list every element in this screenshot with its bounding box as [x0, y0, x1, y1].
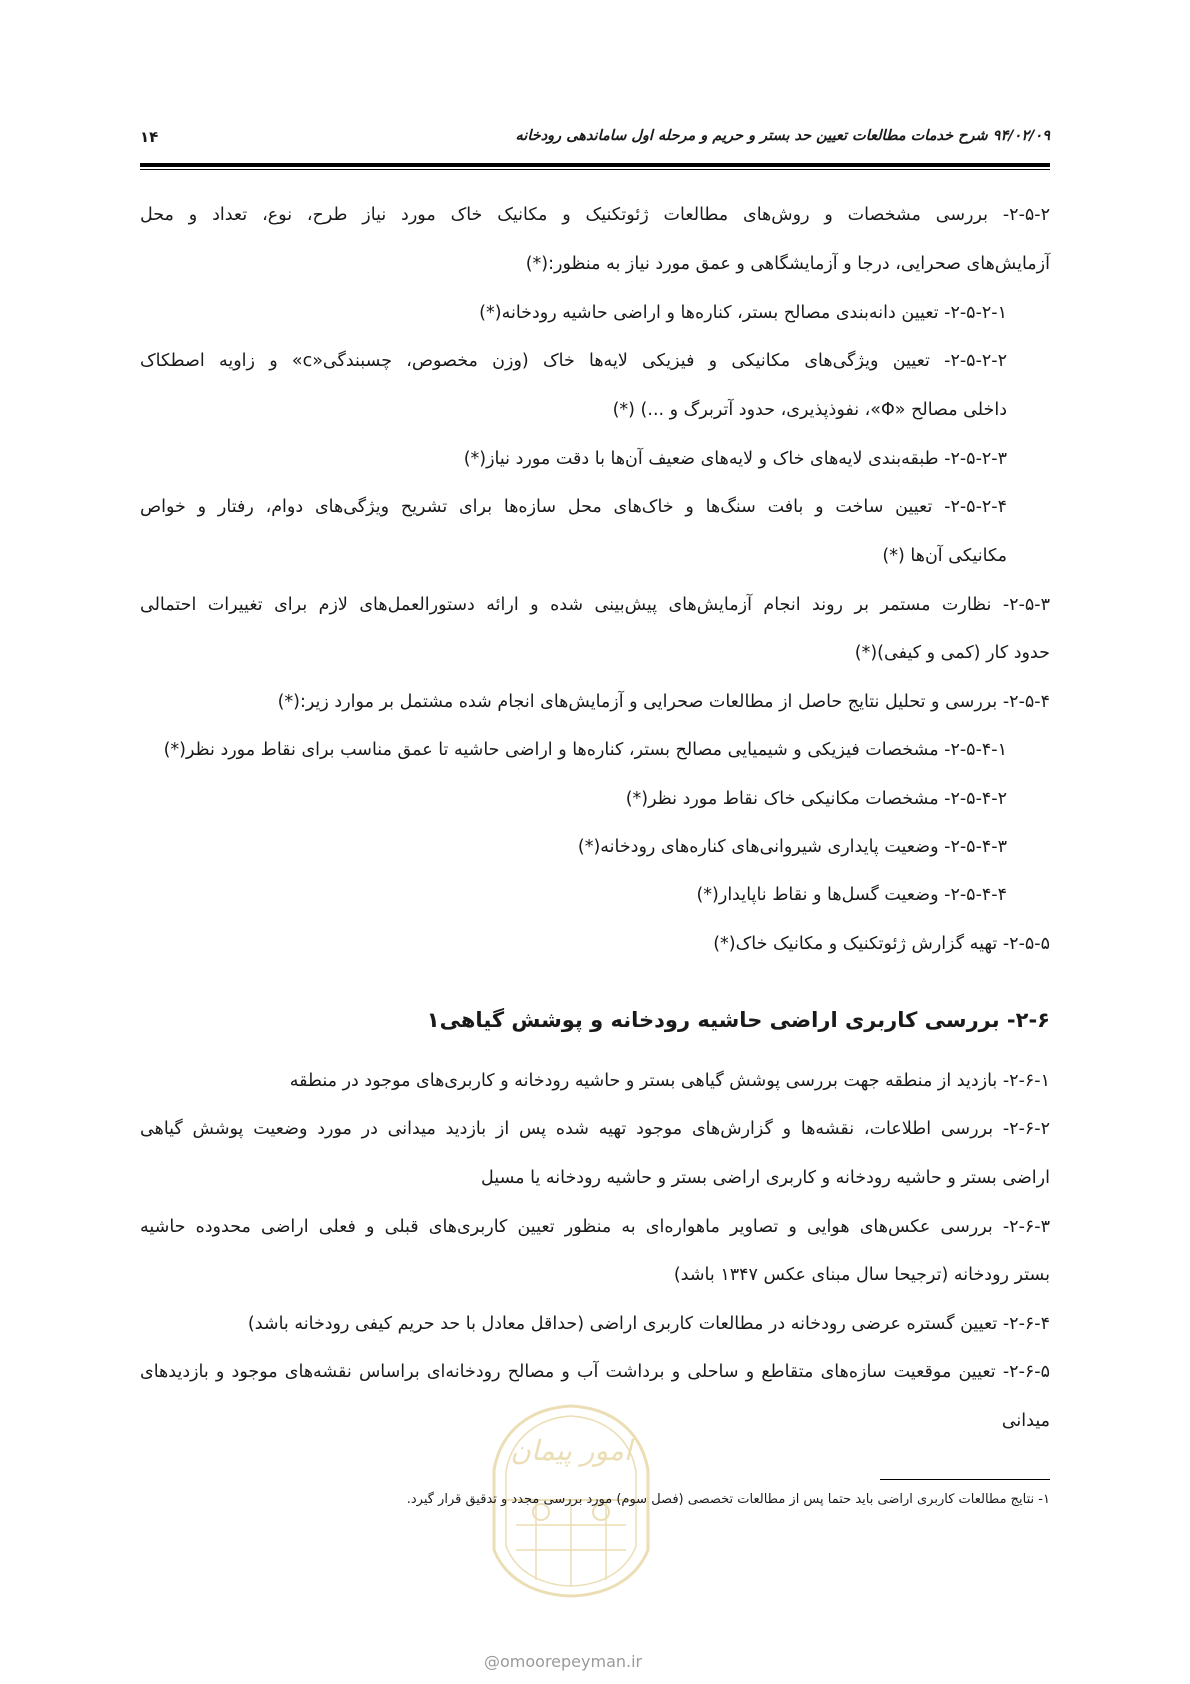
header-rule-thin: [140, 169, 1050, 170]
paragraph-line: ۲-۵-۴-۴- وضعیت گسل‌ها و نقاط ناپایدار(*): [696, 885, 1007, 905]
paragraph-line: مکانیکی آن‌ها (*): [882, 546, 1007, 566]
paragraph-line: ۲-۵-۴-۱- مشخصات فیزیکی و شیمیایی مصالح بستر، کناره‌ها و اراضی حاشیه تا عمق مناسب برای نقاط مورد نظر(*): [163, 740, 1007, 760]
paragraph-line: ۲-۵-۲-۱- تعیین دانه‌بندی مصالح بستر، کناره‌ها و اراضی حاشیه رودخانه(*): [479, 303, 1007, 323]
page-number: ۱۴: [140, 128, 159, 146]
paragraph-line: ۲-۵-۲-۴- تعیین ساخت و بافت سنگ‌ها و خاک‌های محل سازه‌ها برای تشریح ویژگی‌های دوام، رفتار و خواص: [140, 497, 1007, 517]
paragraph-line: ۲-۶-۴- تعیین گستره عرضی رودخانه در مطالعات کاربری اراضی (حداقل معادل با حد حریم کیفی رودخانه باشد): [247, 1314, 1050, 1334]
paragraph-line: ۲-۵-۲- بررسی مشخصات و روش‌های مطالعات ژئوتکنیک و مکانیک خاک مورد نیاز طرح، نوع، تعداد و محل: [140, 205, 1050, 225]
paragraph-line: ۲-۶-۳- بررسی عکس‌های هوایی و تصاویر ماهواره‌ای به منظور تعیین کاربری‌های قبلی و فعلی اراضی محدوده حاشیه: [140, 1217, 1050, 1237]
paragraph-line: ۲-۵-۴-۲- مشخصات مکانیکی خاک نقاط مورد نظر(*): [625, 789, 1007, 809]
header-rule-thick: [140, 163, 1050, 167]
paragraph-line: ۲-۵-۳- نظارت مستمر بر روند انجام آزمایش‌های پیش‌بینی شده و ارائه دستورالعمل‌های لازم برای تغییرات احتمالی: [140, 595, 1050, 615]
section-heading: ۲-۶- بررسی کاربری اراضی حاشیه رودخانه و پوشش گیاهی۱: [426, 1008, 1050, 1032]
footnote-rule: [880, 1479, 1050, 1480]
paragraph-line: ۲-۶-۱- بازدید از منطقه جهت بررسی پوشش گیاهی بستر و حاشیه رودخانه و کاربری‌های موجود در منطقه: [289, 1071, 1050, 1091]
watermark-logo-text: امور پیمان: [510, 1434, 632, 1467]
paragraph-line: ۲-۵-۵- تهیه گزارش ژئوتکنیک و مکانیک خاک(*): [713, 934, 1050, 954]
paragraph-line: حدود کار (کمی و کیفی)(*): [854, 643, 1050, 663]
paragraph-line: ۲-۵-۴- بررسی و تحلیل نتایج حاصل از مطالعات صحرایی و آزمایش‌های انجام شده مشتمل بر موارد زیر:(*): [277, 692, 1050, 712]
paragraph-line: ۲-۵-۲-۳- طبقه‌بندی لایه‌های خاک و لایه‌های ضعیف آن‌ها با دقت مورد نیاز(*): [463, 449, 1007, 469]
paragraph-line: اراضی بستر و حاشیه رودخانه و کاربری اراضی بستر و حاشیه رودخانه یا مسیل: [481, 1168, 1050, 1188]
paragraph-line: ۲-۵-۴-۳- وضعیت پایداری شیروانی‌های کناره‌های رودخانه(*): [577, 837, 1007, 857]
page-header: [140, 128, 1050, 152]
footnote: ۱- نتایج مطالعات کاربری اراضی باید حتما پس از مطالعات تخصصی (فصل سوم) مورد بررسی مجدد و تدقیق قرار گیرد.: [406, 1492, 1050, 1507]
paragraph-line: آزمایش‌های صحرایی، درجا و آزمایشگاهی و عمق مورد نیاز به منظور:(*): [525, 254, 1050, 274]
paragraph-line: ۲-۵-۲-۲- تعیین ویژگی‌های مکانیکی و فیزیکی لایه‌ها خاک (وزن مخصوص، چسبندگی«c» و زاویه اصطکاک: [140, 351, 1007, 371]
paragraph-line: داخلی مصالح «Φ»، نفوذپذیری، حدود آتربرگ و ...) (*): [612, 400, 1007, 420]
paragraph-line: ۲-۶-۵- تعیین موقعیت سازه‌های متقاطع و ساحلی و برداشت آب و مصالح رودخانه‌ای براساس نقشه‌های موجود و بازدیدهای: [140, 1362, 1050, 1382]
paragraph-line: ۲-۶-۲- بررسی اطلاعات، نقشه‌ها و گزارش‌های موجود تهیه شده پس از بازدید میدانی در مورد وضعیت پوشش گیاهی: [140, 1119, 1050, 1139]
header-title: ۹۴/۰۲/۰۹ شرح خدمات مطالعات تعیین حد بستر و حریم و مرحله اول ساماندهی رودخانه: [515, 128, 1050, 144]
paragraph-line: میدانی: [1001, 1411, 1050, 1431]
watermark-url: @omoorepeyman.ir: [484, 1652, 643, 1671]
paragraph-line: بستر رودخانه (ترجیحا سال مبنای عکس ۱۳۴۷ باشد): [673, 1265, 1050, 1285]
